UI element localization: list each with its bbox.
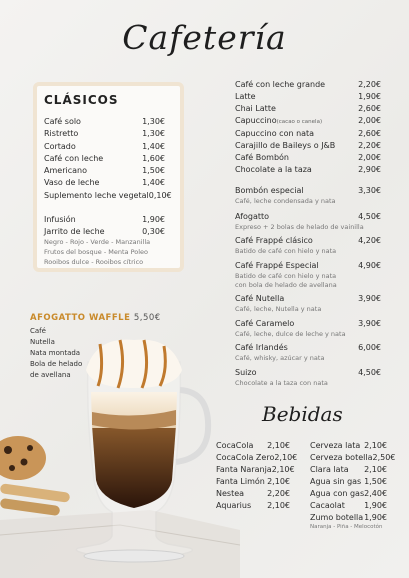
bebidas-list-left (216, 441, 298, 510)
menu-item: Infusión 1,90€ (44, 215, 165, 224)
menu-item: Cortado 1,40€ (44, 141, 165, 151)
drink-item: Aquarius 2,10€ (216, 501, 290, 510)
afogatto-waffle-price: 5,50€ (133, 313, 161, 323)
drink-item: CocaCola Zero 2,10€ (216, 453, 298, 462)
drink-item: Clara lata 2,10€ (310, 465, 387, 474)
afogatto-ingredient: Café (30, 327, 46, 335)
menu-item: Jarrito de leche 0,30€ (44, 227, 165, 237)
drink-item: Nestea 2,20€ (216, 489, 290, 498)
clasicos-list (44, 117, 172, 200)
drink-item: CocaCola 2,10€ (216, 441, 290, 450)
drink-item: Cerveza botella 2,50€ (310, 453, 396, 462)
infusion-note: Frutos del bosque - Menta Poleo (44, 248, 149, 257)
menu-item: Capuccino con nata 2,60€ (235, 128, 381, 138)
afogatto-ingredient: de avellana (30, 371, 71, 379)
infusion-note: Negro - Rojo - Verde - Manzanilla (44, 238, 151, 247)
menu-item: Café solo 1,30€ (44, 117, 165, 126)
menu-item: Café con leche grande 2,20€ (235, 80, 381, 89)
menu-title: Cafetería (122, 18, 287, 57)
drink-item: Agua con gas 2,40€ (310, 489, 388, 498)
drink-item: Cerveza lata 2,10€ (310, 441, 387, 450)
special-item: Café Frappé clásico 4,20€ Batido de café con hielo y nata (235, 236, 381, 255)
afogatto-ingredient: Bola de helado (30, 360, 83, 368)
special-item: Café Nutella 3,90€ Café, leche, Nutella y nata (235, 294, 381, 313)
afogatto-waffle-title: AFOGATTO WAFFLE 5,50€ (30, 313, 161, 323)
menu-item: Chocolate a la taza 2,90€ (235, 164, 381, 174)
menu-item: Chai Latte 2,60€ (235, 104, 381, 113)
special-item: Suizo 4,50€ Chocolate a la taza con nata (235, 367, 381, 387)
special-item: Bombón especial 3,30€ Café, leche condensada y nata (235, 186, 381, 205)
clasicos-heading: CLÁSICOS (44, 93, 119, 107)
drink-item: Fanta Naranja 2,10€ (216, 465, 295, 474)
specials-list (235, 187, 381, 386)
menu-item: Capuccino(cacao o canela) 2,00€ (235, 116, 381, 125)
menu-item: Vaso de leche 1,40€ (44, 178, 165, 188)
menu-item: Café Bombón 2,00€ (235, 152, 381, 162)
bebidas-heading: Bebidas (262, 402, 343, 426)
special-item: Café Frappé Especial 4,90€ Batido de café con hielo y nata con bola de helado de avellana (235, 260, 381, 289)
menu-item: Latte 1,90€ (235, 92, 381, 101)
menu-item: Café con leche 1,60€ (44, 153, 165, 163)
drink-item: Zumo botella 1,90€ (310, 513, 387, 522)
infusion-list (44, 216, 165, 266)
menu-item: Americano 1,50€ (44, 166, 165, 176)
drink-item: Cacaolat 1,90€ (310, 501, 387, 510)
special-item: Afogatto 4,50€ Expreso + 2 bolas de helado de vainilla (235, 211, 381, 231)
menu-item: Ristretto 1,30€ (44, 129, 165, 139)
drink-item: Agua sin gas 1,50€ (310, 477, 387, 486)
menu-item: Carajillo de Baileys o J&B 2,20€ (235, 140, 381, 150)
menu-item: Suplemento leche vegetal 0,10€ (44, 190, 172, 200)
special-item: Café Caramelo 3,90€ Café, leche, dulce de leche y nata (235, 318, 381, 338)
afogatto-ingredient: Nata montada (30, 349, 81, 357)
afogatto-glass-illustration (0, 327, 240, 578)
zumo-note: Naranja - Piña - Melocotón (310, 524, 383, 530)
special-item: Café Irlandés 6,00€ Café, whisky, azúcar y nata (235, 343, 381, 362)
bebidas-list-right (310, 441, 396, 531)
afogatto-ingredient: Nutella (30, 338, 55, 346)
infusion-note: Rooibos dulce - Rooibos cítrico (44, 258, 144, 267)
coffee-list (235, 81, 381, 174)
drink-item: Fanta Limón 2,10€ (216, 477, 290, 486)
